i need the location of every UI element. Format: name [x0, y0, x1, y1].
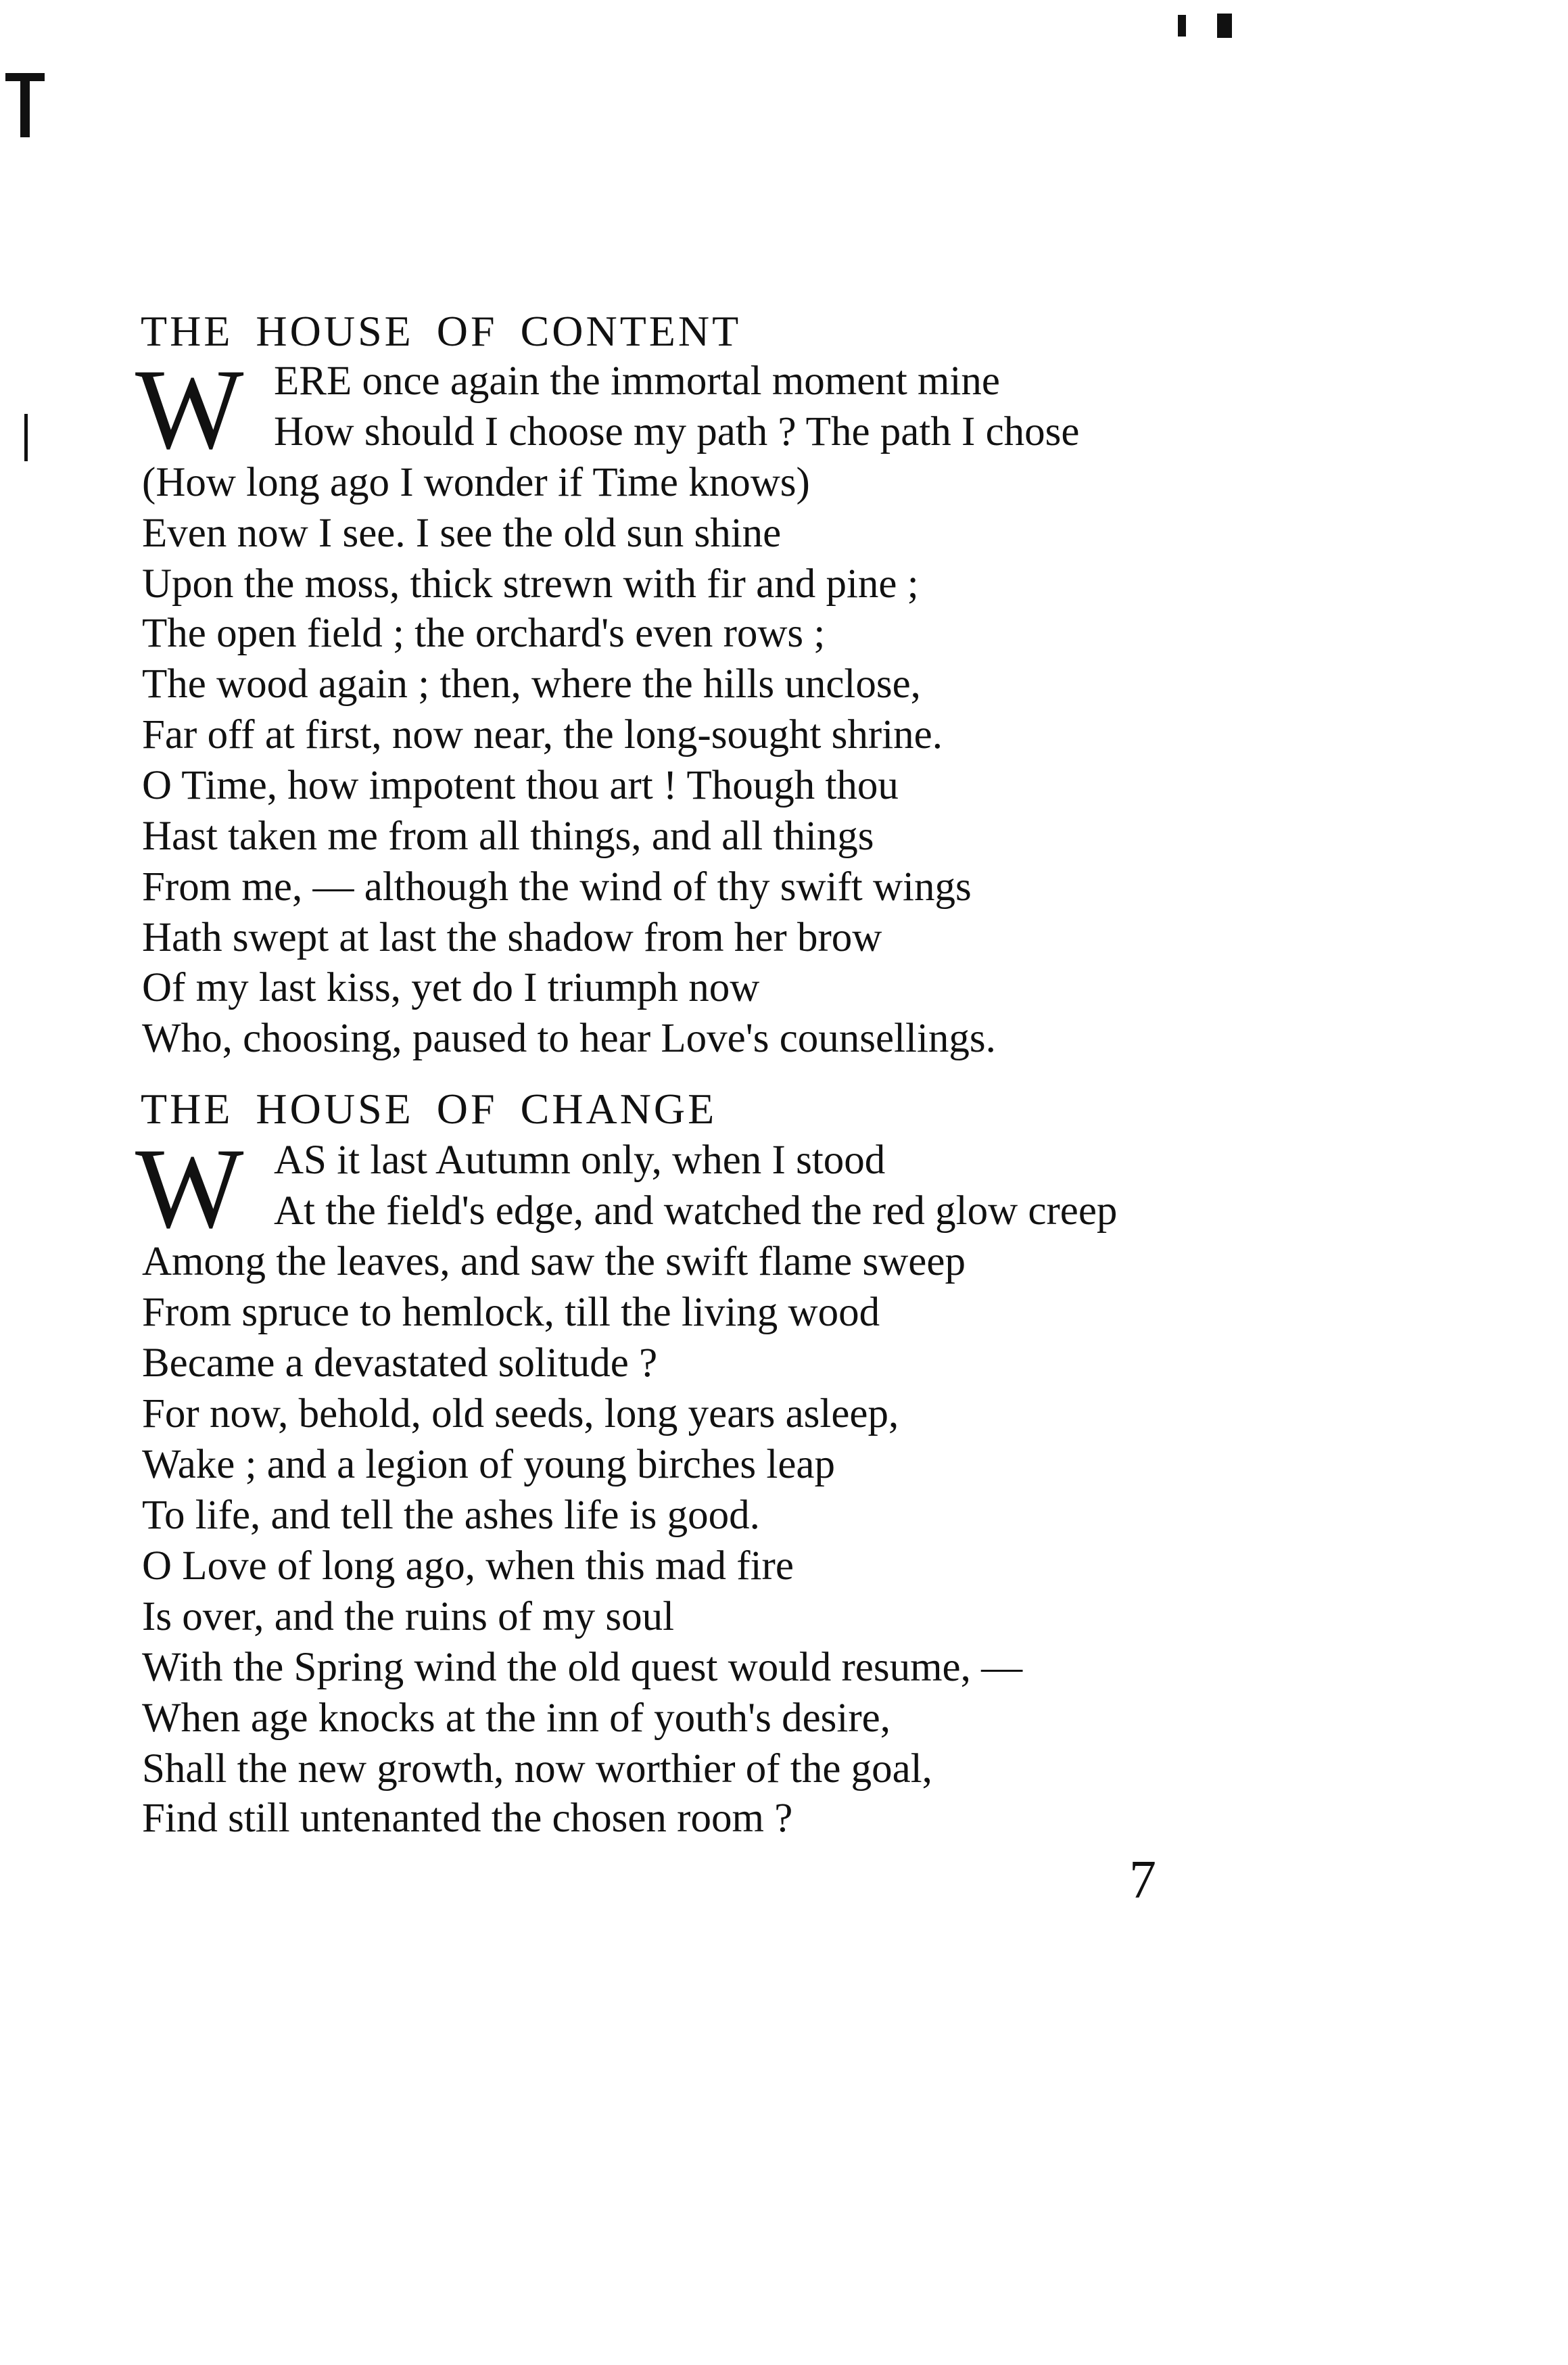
poem2-line-13: Shall the new growth, now worthier of the goal,: [142, 1746, 932, 1792]
poem2-line-8: To life, and tell the ashes life is good.: [142, 1493, 760, 1538]
poem2-line-4: From spruce to hemlock, till the living wood: [142, 1290, 880, 1335]
poem2-line-9: O Love of long ago, when this mad fire: [142, 1543, 794, 1589]
scan-top-mark: [1178, 15, 1186, 37]
poem2-line-1: AS it last Autumn only, when I stood: [274, 1138, 886, 1183]
poem1-line-4: Even now I see. I see the old sun shine: [142, 511, 782, 556]
poem1-line-6: The open field ; the orchard's even rows ;: [142, 611, 826, 656]
poem2-line-14: Find still untenanted the chosen room ?: [142, 1796, 793, 1841]
poem2-line-10: Is over, and the ruins of my soul: [142, 1594, 675, 1639]
poem2-line-2: At the field's edge, and watched the red glow creep: [274, 1188, 1118, 1234]
poem1-line-1: ERE once again the immortal moment mine: [274, 358, 1000, 404]
dropcap-poem1: W: [135, 346, 244, 473]
poem1-line-5: Upon the moss, thick strewn with fir and pine ;: [142, 561, 919, 607]
poem1-line-2: How should I choose my path ? The path I chose: [274, 409, 1080, 454]
poem2-line-7: Wake ; and a legion of young birches leap: [142, 1442, 835, 1487]
poem1-line-9: O Time, how impotent thou art ! Though thou: [142, 763, 899, 808]
poem1-line-13: Of my last kiss, yet do I triumph now: [142, 965, 760, 1010]
poem1-line-12: Hath swept at last the shadow from her brow: [142, 915, 882, 960]
poem-title-change: THE HOUSE OF CHANGE: [141, 1085, 717, 1133]
poem2-line-12: When age knocks at the inn of youth's desire,: [142, 1695, 890, 1741]
poem2-line-3: Among the leaves, and saw the swift flame sweep: [142, 1239, 966, 1284]
poem1-line-3: (How long ago I wonder if Time knows): [142, 460, 810, 505]
dropcap-poem2: W: [135, 1125, 244, 1252]
scan-corner-mark-stem: [20, 73, 30, 137]
poem1-line-14: Who, choosing, paused to hear Love's counsellings.: [142, 1016, 996, 1061]
poem1-line-11: From me, — although the wind of thy swift wings: [142, 864, 972, 910]
poem-title-content: THE HOUSE OF CONTENT: [141, 307, 742, 355]
poem2-line-6: For now, behold, old seeds, long years asleep,: [142, 1391, 899, 1436]
scan-top-mark-2: [1217, 14, 1232, 38]
poem2-line-5: Became a devastated solitude ?: [142, 1340, 658, 1386]
page-number: 7: [1129, 1850, 1156, 1910]
poem2-line-11: With the Spring wind the old quest would resume, —: [142, 1645, 1023, 1690]
poem1-line-10: Hast taken me from all things, and all things: [142, 814, 874, 859]
poem1-line-8: Far off at first, now near, the long-sought shrine.: [142, 712, 943, 757]
poem1-line-7: The wood again ; then, where the hills unclose,: [142, 661, 921, 707]
scan-margin-mark: [24, 414, 28, 461]
